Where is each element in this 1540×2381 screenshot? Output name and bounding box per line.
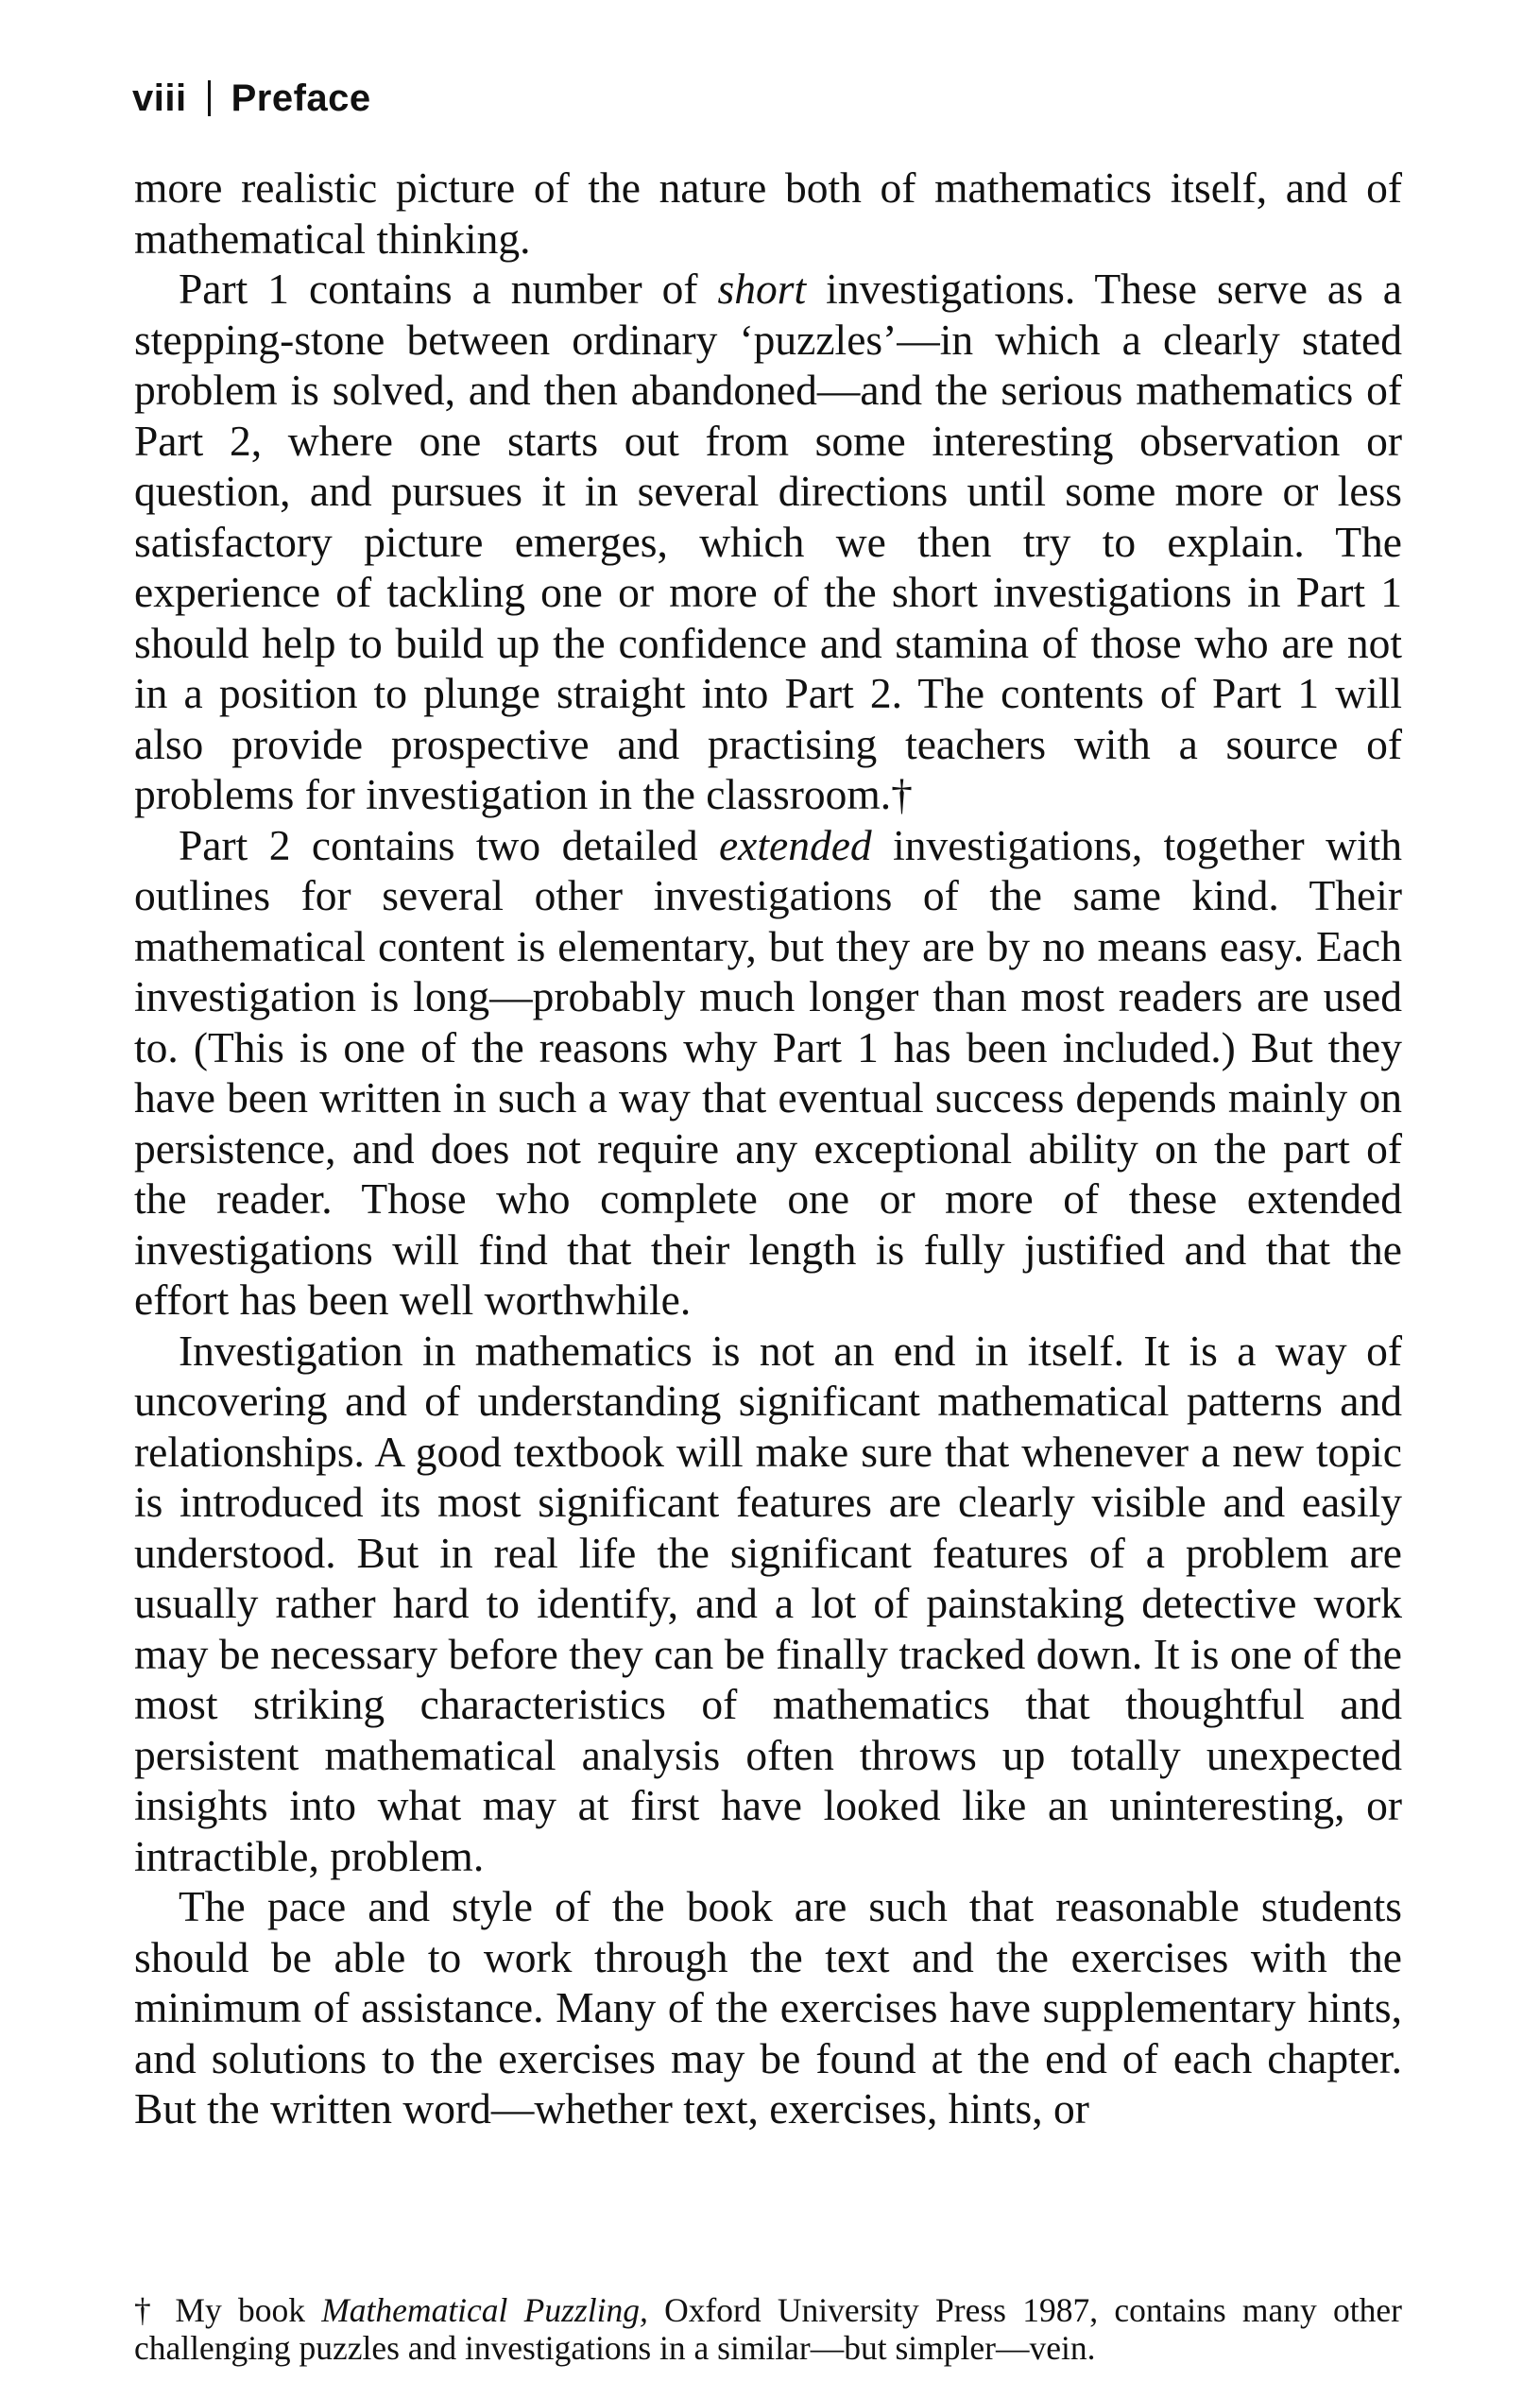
- paragraph-3-text-a: Part 2 contains two detailed: [179, 820, 719, 869]
- paragraph-2-text-a: Part 1 contains a number of: [179, 265, 718, 313]
- paragraph-3: [134, 820, 1402, 1326]
- running-head: [132, 77, 371, 120]
- footnote: [134, 2291, 1402, 2367]
- paragraph-1-text: more realistic picture of the nature both of mathematics itself, and of mathematical thinking.: [134, 163, 1402, 263]
- header-separator-rule: [208, 80, 211, 116]
- footnote-book-title: Mathematical Puzzling,: [321, 2291, 648, 2329]
- paragraph-4-text: Investigation in mathematics is not an end in itself. It is a way of uncovering and of understanding significant mathematical patterns and relationships. A good textbook will make sure that whenever a new topic is introduced its most significant features are clearly visible and easily understood. But in real life the significant features of a problem are usually rather hard to identify, and a lot of painstaking detective work may be necessary before they can be finally tracked down. It is one of the most striking characteristics of mathematics that thoughtful and persistent mathematical analysis often throws up totally unexpected insights into what may at first have looked like an uninteresting, or intractible, problem.: [134, 1326, 1402, 1880]
- paragraph-3-italic-extended: extended: [718, 820, 872, 869]
- paragraph-2-text-b: investigations. These serve as a stepping-stone between ordinary ‘puzzles’—in which a clearly stated problem is solved, and then abandoned—and the serious mathematics of Part 2, where one starts out from some interesting observation or question, and pursues it in several directions until some more or less satisfactory picture emerges, which we then try to explain. The experience of tackling one or more of the short investigations in Part 1 should help to build up the confidence and stamina of those who are not in a position to plunge straight into Part 2. The contents of Part 1 will also provide prospective and practising teachers with a source of problems for investigation in the classroom.†: [134, 265, 1402, 818]
- paragraph-3-text-b: investigations, together with outlines for several other investigations of the same kind. Their mathematical content is elementary, but they are by no means easy. Each investigation is long—probably much longer than most readers are used to. (This is one of the reasons why Part 1 has been included.) But they have been written in such a way that eventual success depends mainly on persistence, and does not require any exceptional ability on the part of the reader. Those who complete one or more of these extended investigations will find that their length is fully justified and that the effort has been well worthwhile.: [134, 820, 1402, 1324]
- footnote-text-b: Oxford University Press 1987, contains many other challenging puzzles and investigations in a similar—but simpler—vein.: [134, 2291, 1403, 2367]
- paragraph-2: [134, 264, 1402, 820]
- section-title: Preface: [231, 77, 371, 119]
- page-number: viii: [132, 77, 187, 119]
- paragraph-2-italic-short: short: [717, 265, 807, 313]
- paragraph-5: [134, 1881, 1402, 2134]
- paragraph-4: [134, 1326, 1402, 1882]
- footnote-text-a: † My book: [134, 2291, 322, 2329]
- paragraph-5-text: The pace and style of the book are such that reasonable students should be able to work through the text and the exercises with the minimum of assistance. Many of the exercises have supplementary hints, and solutions to the exercises may be found at the end of each chapter. But the written word—whether text, exercises, hints, or: [134, 1882, 1402, 2133]
- paragraph-1: [134, 163, 1402, 264]
- body-text: [134, 163, 1402, 2134]
